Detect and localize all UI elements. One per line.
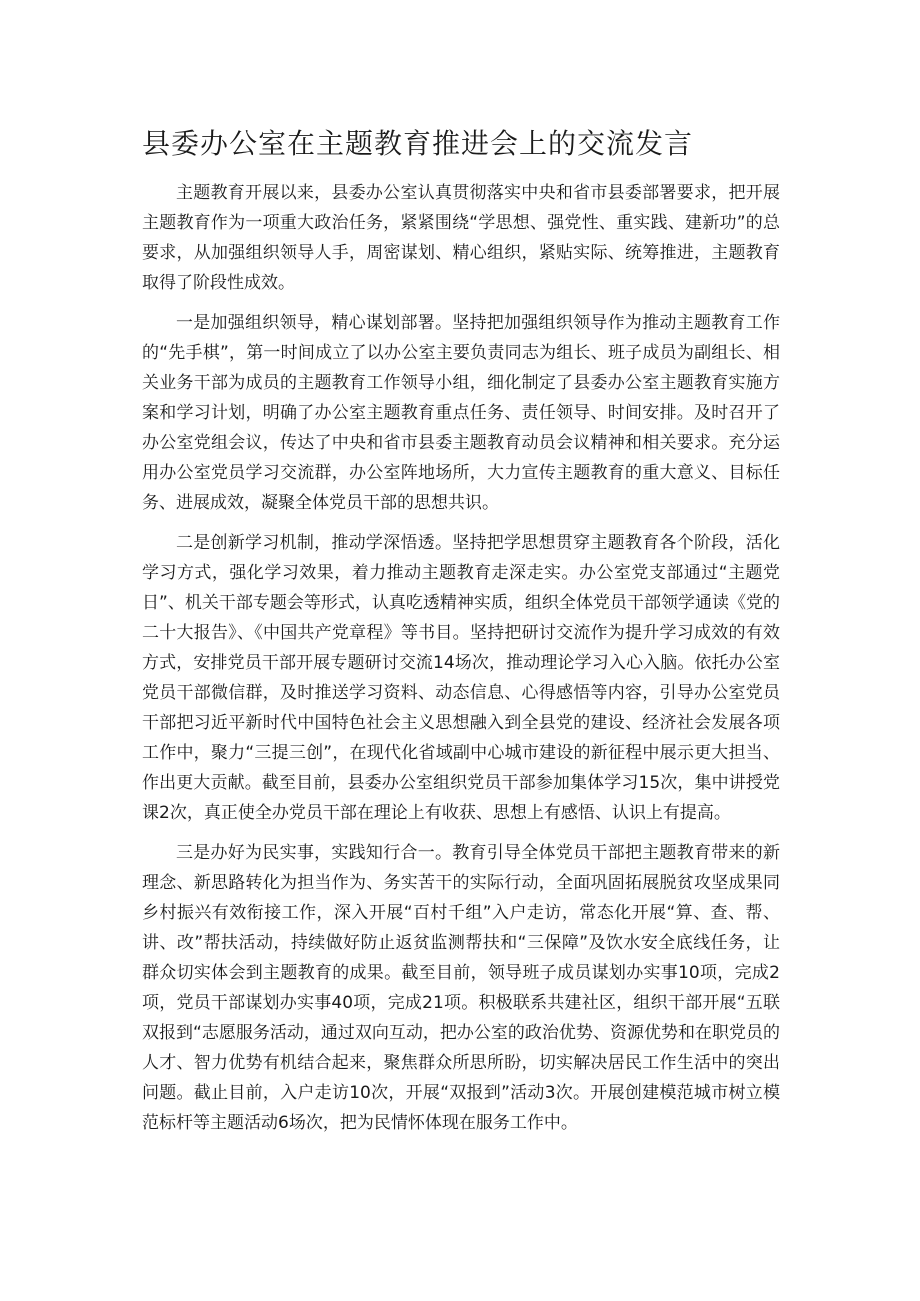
paragraph-section-3: 三是办好为民实事，实践知行合一。教育引导全体党员干部把主题教育带来的新理念、新思路转化为担当作为、务实苦干的实际行动，全面巩固拓展脱贫攻坚成果同乡村振兴有效衔接工作，深入开展“百村千组”入户走访，常态化开展“算、查、帮、讲、改”帮扶活动，持续做好防止返贫监测帮扶和“三保障”及饮水安全底线任务，让群众切实体会到主题教育的成果。截至目前，领导班子成员谋划办实事10项，完成2项，党员干部谋划办实事40项，完成21项。积极联系共建社区，组织干部开展“五联双报到“志愿服务活动，通过双向互动，把办公室的政治优势、资源优势和在职党员的人才、智力优势有机结合起来，聚焦群众所思所盼，切实解决居民工作生活中的突出问题。截止目前，入户走访10次，开展“双报到”活动3次。开展创建模范城市树立模范标杆等主题活动6场次，把为民情怀体现在服务工作中。 [142,843,780,1133]
paragraph-section-1: 一是加强组织领导，精心谋划部署。坚持把加强组织领导作为推动主题教育工作的“先手棋”，第一时间成立了以办公室主要负责同志为组长、班子成员为副组长、相关业务干部为成员的主题教育工作领导小组，细化制定了县委办公室主题教育实施方案和学习计划，明确了办公室主题教育重点任务、责任领导、时间安排。及时召开了办公室党组会议，传达了中央和省市县委主题教育动员会议精神和相关要求。充分运用办公室党员学习交流群，办公室阵地场所，大力宣传主题教育的重大意义、目标任务、进展成效，凝聚全体党员干部的思想共识。 [142,313,780,513]
paragraph-intro: 主题教育开展以来，县委办公室认真贯彻落实中央和省市县委部署要求，把开展主题教育作为一项重大政治任务，紧紧围绕“学思想、强党性、重实践、建新功”的总要求，从加强组织领导人手，周密谋划、精心组织，紧贴实际、统筹推进，主题教育取得了阶段性成效。 [142,183,780,293]
paragraph-section-2: 二是创新学习机制，推动学深悟透。坚持把学思想贯穿主题教育各个阶段，活化学习方式，强化学习效果，着力推动主题教育走深走实。办公室党支部通过“主题党日”、机关干部专题会等形式，认真吃透精神实质，组织全体党员干部领学通读《党的二十大报告》、《中国共产党章程》等书目。坚持把研讨交流作为提升学习成效的有效方式，安排党员干部开展专题研讨交流14场次，推动理论学习入心入脑。依托办公室党员干部微信群，及时推送学习资料、动态信息、心得感悟等内容，引导办公室党员干部把习近平新时代中国特色社会主义思想融入到全县党的建设、经济社会发展各项工作中，聚力“三提三创”，在现代化省域副中心城市建设的新征程中展示更大担当、作出更大贡献。截至目前，县委办公室组织党员干部参加集体学习15次，集中讲授党课2次，真正使全办党员干部在理论上有收获、思想上有感悟、认识上有提高。 [142,533,780,823]
document-body [142,178,780,1148]
document-title: 县委办公室在主题教育推进会上的交流发言 [142,127,694,160]
